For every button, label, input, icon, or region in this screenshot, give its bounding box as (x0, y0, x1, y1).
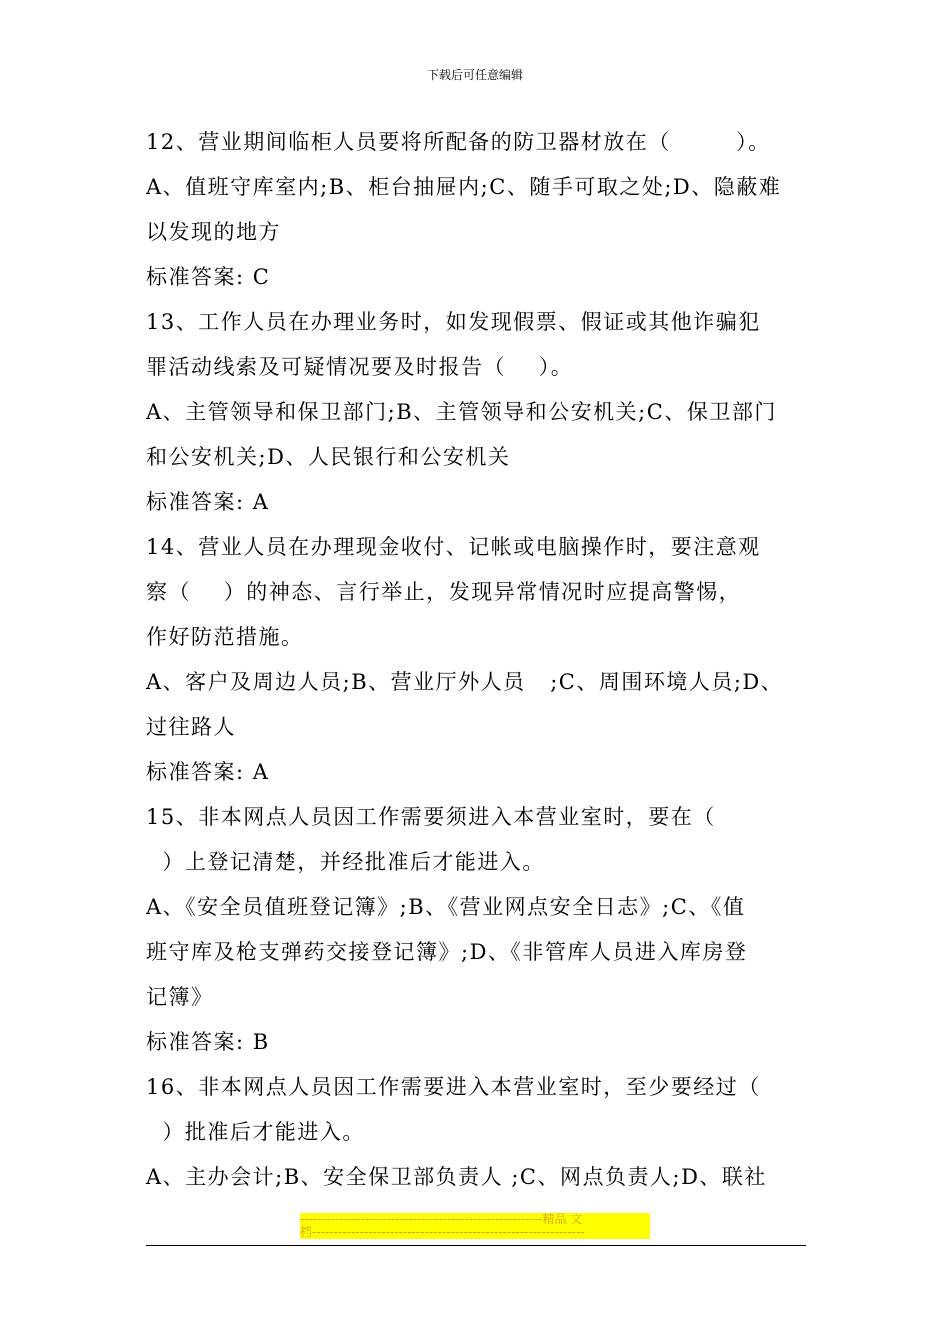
text-line: A、主办会计;B、安全保卫部负责人 ;C、网点负责人;D、联社 (146, 1165, 767, 1189)
text-line: 和公安机关;D、人民银行和公安机关 (146, 445, 511, 469)
page-header: 下载后可任意编辑 (426, 68, 523, 82)
text-line: 记簿》 (146, 985, 214, 1009)
text-line: 作好防范措施。 (146, 625, 304, 649)
text-line: A、《安全员值班登记簿》;B、《营业网点安全日志》;C、《值 (146, 895, 746, 919)
text-line: A、主管领导和保卫部门;B、主管领导和公安机关;C、保卫部门 (146, 400, 777, 424)
footer-line-1: --------------------------------------------------------精品 文 (300, 1213, 583, 1226)
text-line: ）上登记清楚，并经批准后才能进入。 (146, 850, 545, 874)
text-line: A、客户及周边人员;B、营业厅外人员 ;C、周围环境人员;D、 (146, 670, 784, 694)
text-line: 罪活动线索及可疑情况要及时报告（ ）。 (146, 355, 574, 379)
text-line: 12、营业期间临柜人员要将所配备的防卫器材放在（ ）。 (146, 130, 771, 154)
footer-line-2: 档--------------------------------------------------------------- (300, 1225, 585, 1239)
text-line: 以发现的地方 (146, 220, 281, 244)
text-line: ）批准后才能进入。 (146, 1120, 365, 1144)
text-line: 14、营业人员在办理现金收付、记帐或电脑操作时，要注意观 (146, 535, 761, 559)
document-body (146, 120, 808, 1200)
footer-watermark (300, 1213, 650, 1239)
text-line: 15、非本网点人员因工作需要须进入本营业室时，要在（ (146, 805, 716, 829)
text-line: 标准答案: C (146, 265, 271, 289)
text-line: 过往路人 (146, 715, 236, 739)
text-line: 16、非本网点人员因工作需要进入本营业室时，至少要经过（ (146, 1075, 761, 1099)
text-line: 察（ ）的神态、言行举止，发现异常情况时应提高警惕， (146, 580, 742, 604)
text-line: 班守库及枪支弹药交接登记簿》;D、《非管库人员进入库房登 (146, 940, 748, 964)
text-line: 13、工作人员在办理业务时，如发现假票、假证或其他诈骗犯 (146, 310, 761, 334)
text-line: A、值班守库室内;B、柜台抽屉内;C、随手可取之处;D、隐蔽难 (146, 175, 782, 199)
text-line: 标准答案: B (146, 1030, 270, 1054)
footer-divider (146, 1245, 806, 1246)
text-line: 标准答案: A (146, 760, 270, 784)
text-line: 标准答案: A (146, 490, 270, 514)
